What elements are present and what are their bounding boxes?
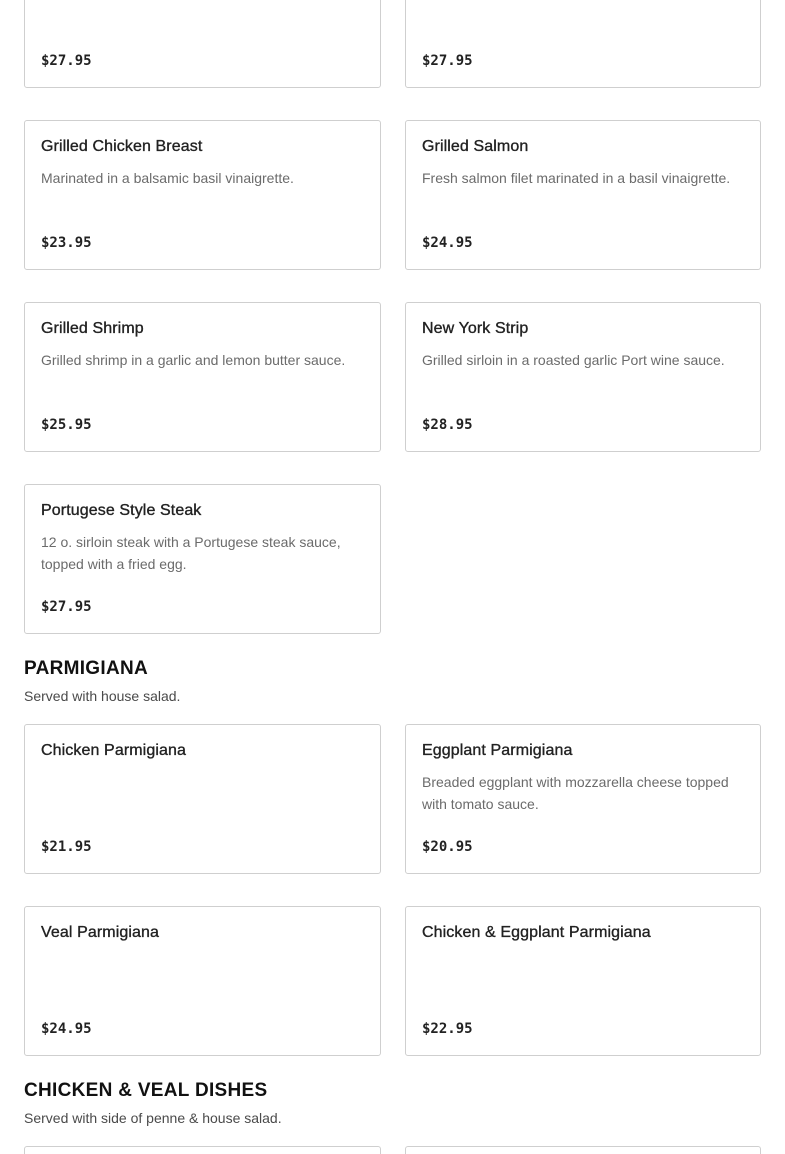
item-price: $22.95 (422, 1021, 473, 1037)
menu-item-card[interactable] (24, 0, 381, 88)
item-name: Eggplant Parmigiana (422, 742, 573, 759)
section-subtitle-chicken-veal: Served with side of penne & house salad. (24, 1110, 282, 1126)
item-price: $25.95 (41, 417, 92, 433)
menu-item-card[interactable] (405, 120, 761, 270)
item-price: $24.95 (41, 1021, 92, 1037)
menu-item-card[interactable] (24, 120, 381, 270)
section-subtitle-parmigiana: Served with house salad. (24, 688, 181, 704)
item-name: Portugese Style Steak (41, 502, 202, 519)
item-description: Marinated in a balsamic basil vinaigrette. (41, 170, 294, 186)
menu-item-card[interactable] (24, 906, 381, 1056)
item-price: $24.95 (422, 235, 473, 251)
item-price: $27.95 (41, 53, 92, 69)
item-name: Grilled Shrimp (41, 320, 144, 337)
item-name: Chicken & Eggplant Parmigiana (422, 924, 651, 941)
item-name: Grilled Salmon (422, 138, 529, 155)
item-name: Chicken Parmigiana (41, 742, 186, 759)
item-price: $28.95 (422, 417, 473, 433)
menu-item-card[interactable] (24, 1146, 381, 1154)
item-description: Grilled sirloin in a roasted garlic Port wine sauce. (422, 352, 725, 368)
item-name: Grilled Chicken Breast (41, 138, 203, 155)
menu-item-card[interactable] (24, 302, 381, 452)
menu-item-card[interactable] (24, 724, 381, 874)
section-title-parmigiana: PARMIGIANA (24, 658, 149, 679)
item-price: $20.95 (422, 839, 473, 855)
menu-item-card[interactable] (405, 906, 761, 1056)
item-description: Grilled shrimp in a garlic and lemon butter sauce. (41, 352, 346, 368)
item-name: Veal Parmigiana (41, 924, 160, 941)
item-price: $21.95 (41, 839, 92, 855)
section-title-chicken-veal: CHICKEN & VEAL DISHES (24, 1080, 268, 1101)
menu-item-card[interactable] (24, 484, 381, 634)
menu-item-card[interactable] (405, 1146, 761, 1154)
menu-item-card[interactable] (405, 724, 761, 874)
item-name: New York Strip (422, 320, 529, 337)
item-description: Fresh salmon filet marinated in a basil vinaigrette. (422, 170, 731, 186)
item-price: $27.95 (422, 53, 473, 69)
item-description: Breaded eggplant with mozzarella cheese topped with tomato sauce. (422, 774, 729, 812)
menu-item-card[interactable] (405, 302, 761, 452)
item-description: 12 o. sirloin steak with a Portugese steak sauce, topped with a fried egg. (41, 534, 341, 572)
item-price: $27.95 (41, 599, 92, 615)
menu-item-card[interactable] (405, 0, 761, 88)
item-price: $23.95 (41, 235, 92, 251)
